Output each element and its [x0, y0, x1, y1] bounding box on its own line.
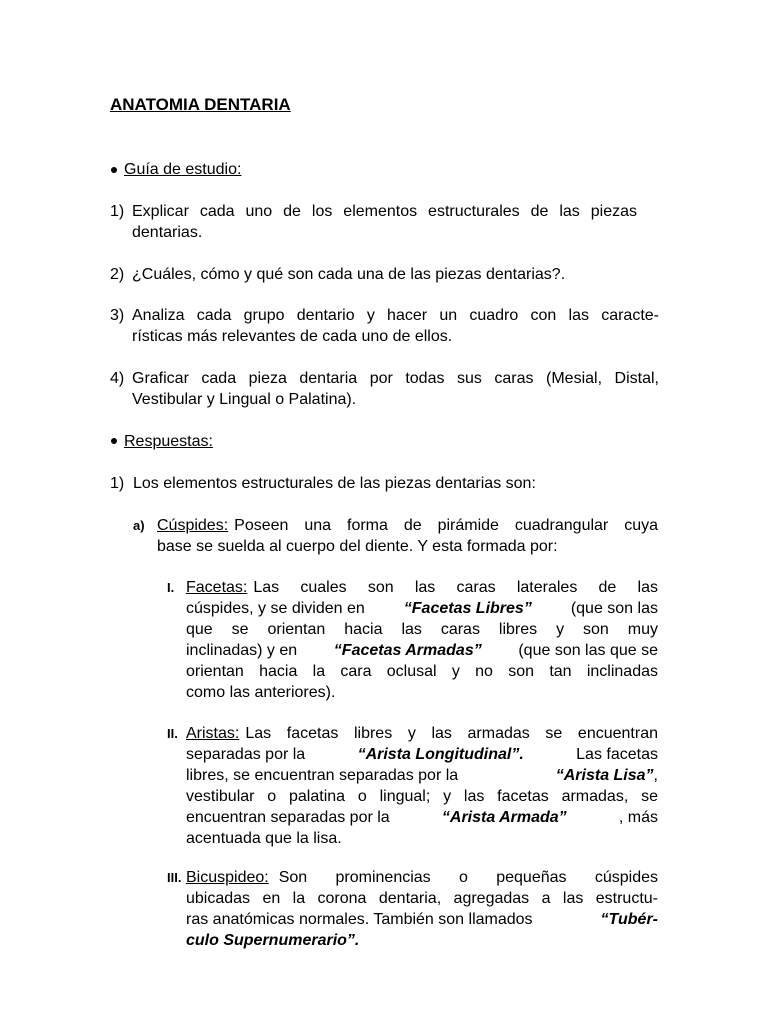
guide-item-text: Graficar cada pieza dentaria por todas sus caras (Mesial, Distal,: [132, 370, 659, 387]
answers-heading: Respuestas:: [124, 433, 213, 450]
bicuspideo-line: [186, 867, 658, 888]
bicuspideo-text: ubicadas en la corona dentaria, agregadas a las estructu-: [186, 890, 658, 907]
facetas-line: [186, 640, 658, 661]
aristas-line: [186, 744, 658, 765]
term-aristas: Aristas:: [186, 725, 240, 742]
aristas-line: [186, 807, 658, 828]
bullet-icon: [111, 438, 117, 444]
facetas-text: que se orientan hacia las caras libres y son muy: [186, 621, 658, 638]
term-facetas: Facetas:: [186, 579, 248, 596]
guide-item-number: 4): [110, 370, 125, 387]
aristas-line: [186, 723, 658, 744]
aristas-text: ,: [653, 767, 658, 784]
aristas-text: Las facetas: [576, 746, 658, 763]
facetas-text: inclinadas) y en: [186, 642, 298, 659]
term-bicuspideo: Bicuspideo:: [186, 869, 269, 886]
term-arista-lisa: “Arista Lisa”: [555, 767, 654, 784]
facetas-text: como las anteriores).: [186, 684, 336, 701]
facetas-line: [186, 577, 658, 598]
answer-item-number: 1): [110, 475, 125, 492]
guide-item-number: 2): [110, 266, 125, 283]
roman-marker: II.: [167, 726, 178, 741]
term-tuberculo-supernumerario: “Tubér-: [600, 911, 658, 928]
guide-item-text: ¿Cuáles, cómo y qué son cada una de las piezas dentarias?.: [132, 266, 566, 283]
term-arista-armada: “Arista Armada”: [441, 809, 567, 826]
aristas-text: encuentran separadas por la: [186, 809, 390, 826]
bicuspideo-line: [186, 909, 658, 930]
facetas-text: (que son las: [570, 600, 658, 617]
guide-item-text: Analiza cada grupo dentario y hacer un cuadro con las caracte-: [132, 307, 659, 324]
aristas-text: separadas por la: [186, 746, 306, 763]
guide-item-text: dentarias.: [132, 224, 203, 241]
term-tuberculo-supernumerario: culo Supernumerario”.: [186, 932, 360, 949]
sub-item-text: base se suelda al cuerpo del diente. Y esta formada por:: [157, 538, 558, 555]
guide-item-text: rísticas más relevantes de cada uno de ellos.: [132, 328, 453, 345]
sub-item-marker: a): [133, 518, 145, 533]
roman-marker: I.: [167, 580, 175, 595]
facetas-text: (que son las que se: [518, 642, 658, 659]
sub-item-line: [157, 515, 658, 536]
guide-item-text: Explicar cada uno de los elementos estructurales de las piezas: [132, 203, 637, 220]
aristas-text: acentuada que la lisa.: [186, 830, 342, 847]
aristas-text: libres, se encuentran separadas por la: [186, 767, 459, 784]
term-cuspides: Cúspides:: [157, 517, 229, 534]
bicuspideo-text: Son prominencias o pequeñas cúspides: [278, 869, 658, 886]
guide-item-number: 1): [110, 203, 125, 220]
facetas-text: orientan hacia la cara oclusal y no son tan inclinadas: [186, 663, 658, 680]
term-facetas-armadas: “Facetas Armadas”: [333, 642, 482, 659]
page-title: ANATOMIA DENTARIA: [110, 95, 291, 114]
bicuspideo-text: ras anatómicas normales. También son llamados: [186, 911, 533, 928]
bullet-icon: [111, 167, 117, 173]
term-arista-longitudinal: “Arista Longitudinal”.: [357, 746, 524, 763]
term-facetas-libres: “Facetas Libres”: [403, 600, 532, 617]
sub-item-text: Poseen una forma de pirámide cuadrangular cuya: [234, 517, 658, 534]
aristas-line: [186, 765, 658, 786]
guide-item-number: 3): [110, 307, 125, 324]
aristas-text: Las facetas libres y las armadas se encuentran: [245, 725, 658, 742]
aristas-text: , más: [618, 809, 658, 826]
facetas-line: [186, 598, 658, 619]
answer-item-text: Los elementos estructurales de las piezas dentarias son:: [133, 475, 536, 492]
aristas-text: vestibular o palatina o lingual; y las facetas armadas, se: [186, 788, 658, 805]
guide-item-text: Vestibular y Lingual o Palatina).: [132, 391, 357, 408]
roman-marker: III.: [167, 870, 182, 885]
facetas-text: cúspides, y se dividen en: [186, 600, 365, 617]
facetas-text: Las cuales son las caras laterales de las: [253, 579, 658, 596]
guide-heading: Guía de estudio:: [124, 161, 242, 178]
